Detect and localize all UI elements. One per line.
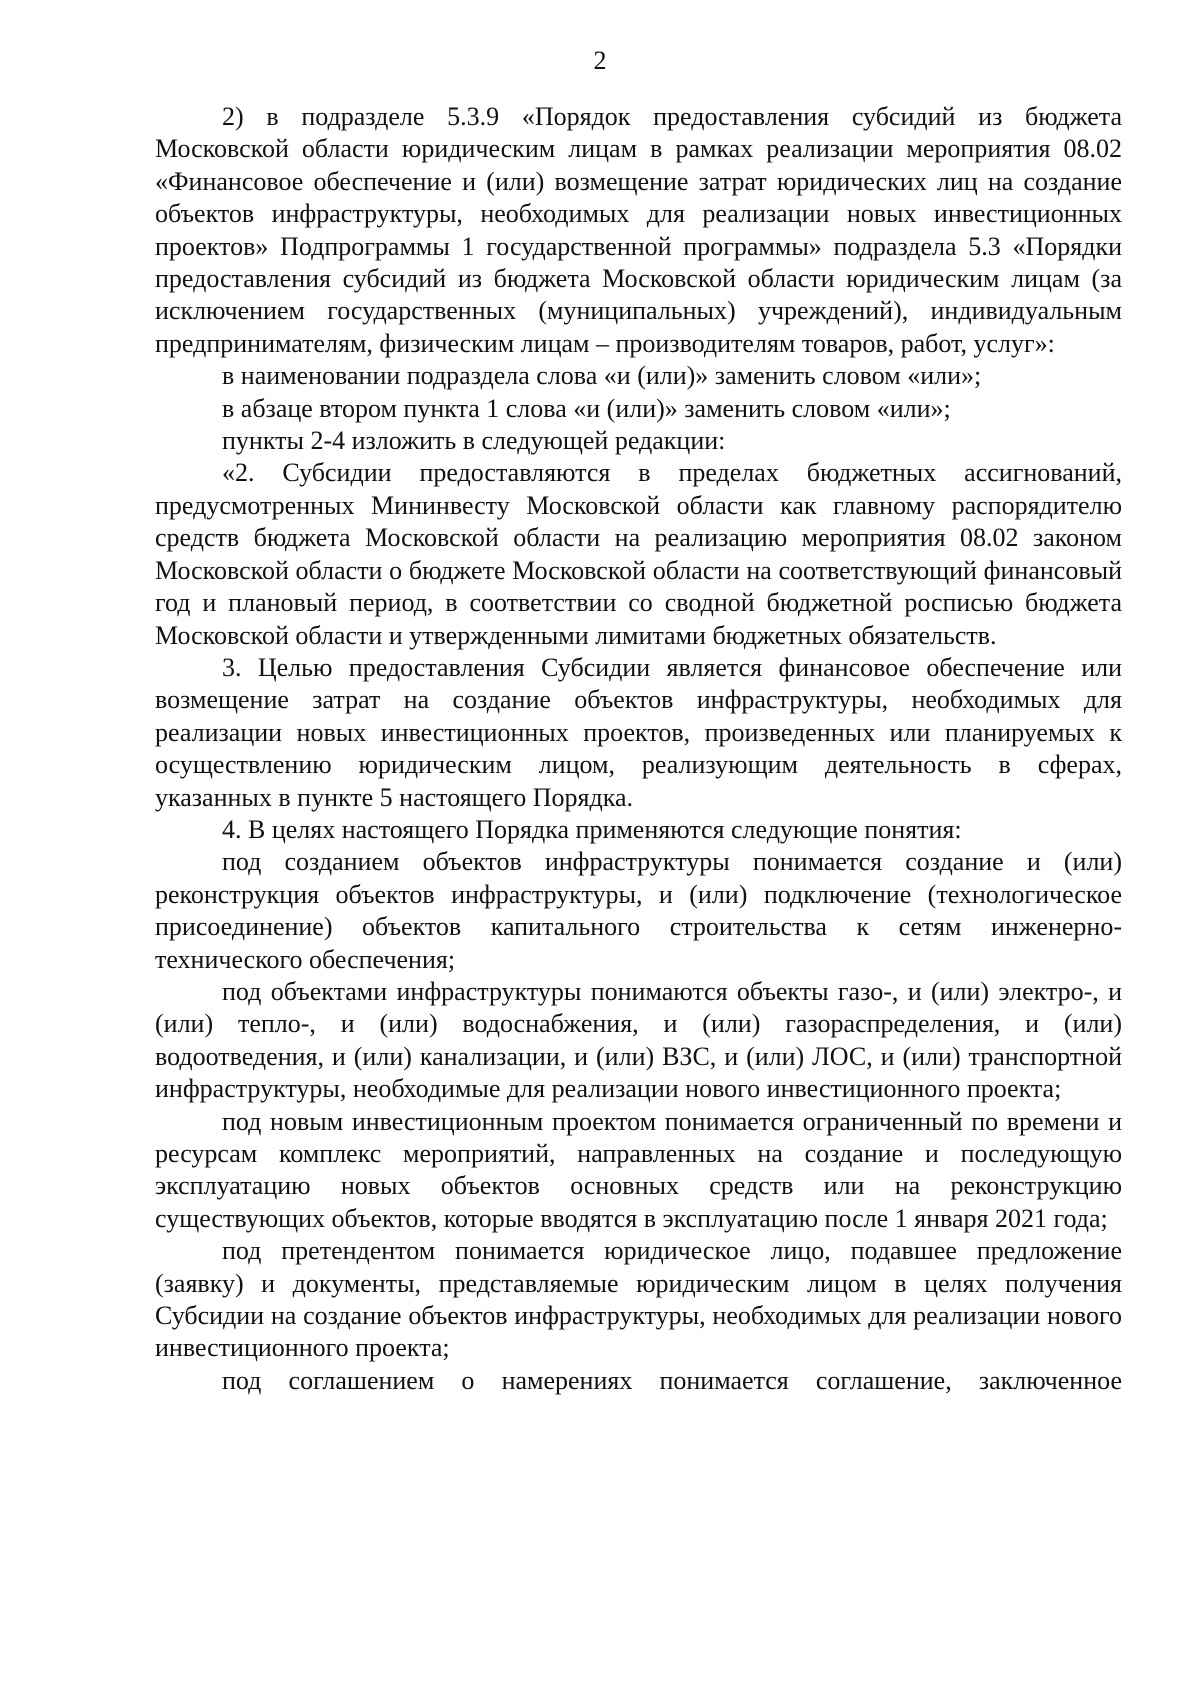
- paragraph-definition-applicant: под претендентом понимается юридическое лицо, подавшее предложение (заявку) и документы, представляемые юридическим лицом в целях получения Субсидии на создание объектов инфраструктуры, необходимых для реализации нового инвестиционного проекта;: [155, 1236, 1122, 1363]
- page-number: 2: [593, 46, 607, 75]
- paragraph-definition-infrastructure-objects: под объектами инфраструктуры понимаются объекты газо-, и (или) электро-, и (или) тепло-, и (или) водоснабжения, и (или) газораспределения, и (или) водоотведения, и (или) канализации, и (или) ВЗС, и (или) ЛОС, и (или) транспортной инфраструктуры, необходимые для реализации нового инвестиционного проекта;: [155, 976, 1122, 1104]
- document-body: [155, 101, 1122, 1397]
- paragraph-item-4: 4. В целях настоящего Порядка применяются следующие понятия:: [222, 814, 962, 844]
- paragraph-definition-agreement: под соглашением о намерениях понимается соглашение, заключенное: [222, 1365, 1122, 1395]
- paragraph-definition-infrastructure-creation: под созданием объектов инфраструктуры понимается создание и (или) реконструкция объектов инфраструктуры, и (или) подключение (технологическое присоединение) объектов капитального строительства к сетям инженерно-технического обеспечения;: [155, 847, 1122, 974]
- paragraph-title-amendment: в наименовании подраздела слова «и (или)» заменить словом «или»;: [222, 361, 982, 391]
- paragraph-subsection-5-3-9: 2) в подразделе 5.3.9 «Порядок предоставления субсидий из бюджета Московской области юридическим лицам в рамках реализации мероприятия 08.02 «Финансовое обеспечение и (или) возмещение затрат юридических лиц на создание объектов инфраструктуры, необходимых для реализации новых инвестиционных проектов» Подпрограммы 1 государственной программы» подраздела 5.3 «Порядки предоставления субсидий из бюджета Московской области юридическим лицам (за исключением государственных (муниципальных) учреждений), индивидуальным предпринимателям, физическим лицам – производителям товаров, работ, услуг»:: [155, 102, 1122, 358]
- paragraph-item-1-amendment: в абзаце втором пункта 1 слова «и (или)» заменить словом «или»;: [222, 393, 951, 423]
- paragraph-definition-new-project: под новым инвестиционным проектом понимается ограниченный по времени и ресурсам комплекс мероприятий, направленных на создание и последующую эксплуатацию новых объектов основных средств или на реконструкцию существующих объектов, которые вводятся в эксплуатацию после 1 января 2021 года;: [155, 1106, 1122, 1233]
- paragraph-item-2: «2. Субсидии предоставляются в пределах бюджетных ассигнований, предусмотренных Мининвесту Московской области как главному распорядителю средств бюджета Московской области на реализацию мероприятия 08.02 законом Московской области о бюджете Московской области на соответствующий финансовый год и плановый период, в соответствии со сводной бюджетной росписью бюджета Московской области и утвержденными лимитами бюджетных обязательств.: [155, 458, 1122, 650]
- paragraph-item-3: 3. Целью предоставления Субсидии является финансовое обеспечение или возмещение затрат на создание объектов инфраструктуры, необходимых для реализации новых инвестиционных проектов, произведенных или планируемых к осуществлению юридическим лицом, реализующим деятельность в сферах, указанных в пункте 5 настоящего Порядка.: [155, 652, 1122, 812]
- paragraph-items-2-4-intro: пункты 2-4 изложить в следующей редакции:: [222, 426, 726, 456]
